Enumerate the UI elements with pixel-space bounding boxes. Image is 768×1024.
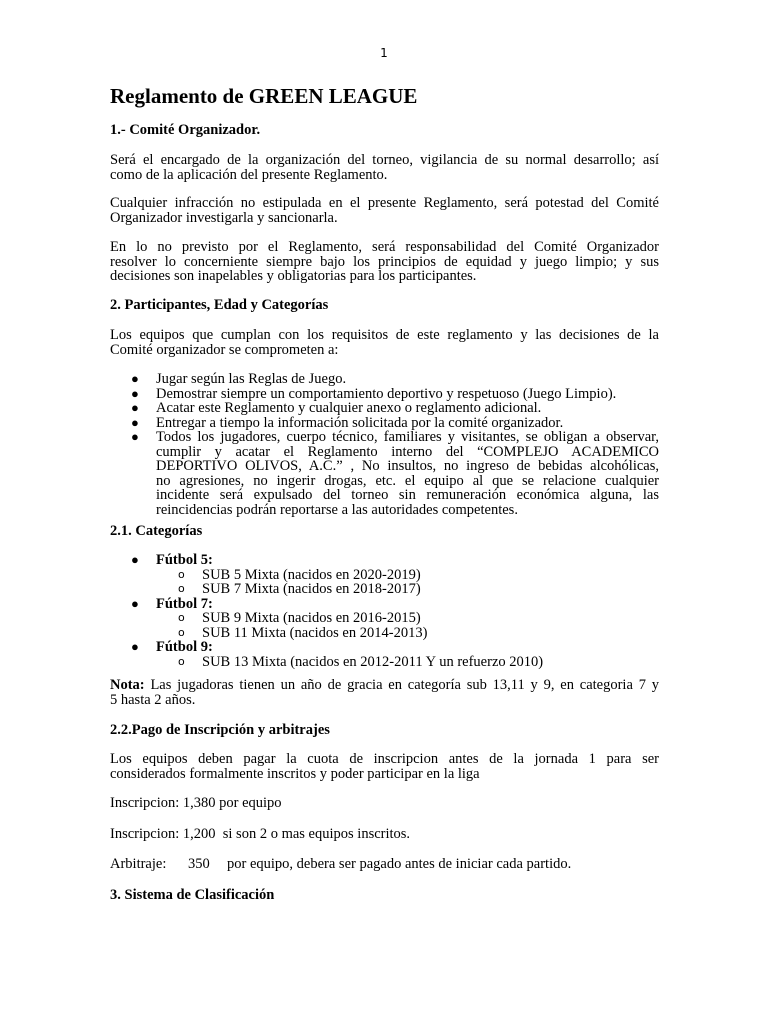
text-line: considerados formalmente inscritos y poder participar en la liga <box>110 765 480 782</box>
category-item <box>156 582 659 597</box>
category-label: Fútbol 5: <box>156 552 213 568</box>
bullet-icon: ● <box>131 429 139 444</box>
text-line: reincidencias podrán reportarse a las autoridades competentes. <box>156 501 518 518</box>
category-item-text: SUB 9 Mixta (nacidos en 2016-2015) <box>202 610 421 626</box>
category-sublist <box>156 655 659 670</box>
text-line: incidente será expulsado del torneo sin remuneración económica alguna, las <box>156 487 659 503</box>
category-label: Fútbol 7: <box>156 595 213 612</box>
document-title: Reglamento de GREEN LEAGUE <box>110 84 418 108</box>
category-label: Fútbol 9: <box>156 639 213 655</box>
category-item <box>156 655 659 670</box>
circle-bullet-icon: o <box>178 654 185 668</box>
note-paragraph <box>110 678 659 707</box>
text-line: cumplir y acatar el Reglamento interno del “COMPLEJO ACADEMICO <box>156 443 659 460</box>
category-sublist <box>156 611 659 640</box>
section-heading-clasificacion: 3. Sistema de Clasificación <box>110 887 275 903</box>
category-item-text: SUB 7 Mixta (nacidos en 2018-2017) <box>202 581 421 597</box>
list-item <box>110 387 659 402</box>
category-group <box>110 640 659 669</box>
referee-label: Arbitraje: <box>110 856 167 872</box>
referee-amount: 350 <box>188 856 210 872</box>
circle-bullet-icon: o <box>178 625 185 639</box>
category-item-text: SUB 11 Mixta (nacidos en 2014-2013) <box>202 624 428 641</box>
paragraph-pago <box>110 752 659 781</box>
text-line: Demostrar siempre un comportamiento deportivo y respetuoso (Juego Limpio). <box>156 385 617 402</box>
category-item-text: SUB 5 Mixta (nacidos en 2020-2019) <box>202 566 421 583</box>
bullet-icon: ● <box>131 595 139 611</box>
paragraph-comite-2 <box>110 196 659 225</box>
paragraph-participantes-intro <box>110 328 659 357</box>
text-line: Los equipos deben pagar la cuota de inscripcion antes de la jornada 1 para ser <box>110 751 659 767</box>
categories-list <box>110 553 659 669</box>
text-line: Entregar a tiempo la información solicitada por la comité organizador. <box>156 414 564 431</box>
list-item <box>110 430 659 517</box>
section-heading-categorias: 2.1. Categorías <box>110 523 203 539</box>
bullet-icon: ● <box>131 552 139 567</box>
bullet-icon: ● <box>131 639 139 654</box>
category-item <box>156 626 659 641</box>
text-line: Será el encargado de la organización del torneo, vigilancia de su normal desarrollo; así <box>110 152 659 168</box>
category-item <box>156 611 659 626</box>
bullet-icon: ● <box>131 385 139 401</box>
category-group <box>110 597 659 641</box>
text-line: no agresiones, no ingerir drogas, etc. el equipo al que se relacione cualquier <box>156 472 659 489</box>
section-heading-comite: 1.- Comité Organizador. <box>110 122 261 138</box>
text-line: Cualquier infracción no estipulada en el presente Reglamento, será potestad del Comité <box>110 195 659 211</box>
fee-line-1: Inscripcion: 1,380 por equipo <box>110 795 282 811</box>
commitments-list <box>110 372 659 517</box>
bullet-icon: ● <box>131 414 139 430</box>
bullet-icon: ● <box>131 371 139 386</box>
category-item <box>156 568 659 583</box>
list-item <box>110 372 659 387</box>
circle-bullet-icon: o <box>178 567 185 581</box>
text-line: resolver lo concerniente siempre bajo los principios de equidad y juego limpio; y sus <box>110 253 659 270</box>
category-sublist <box>156 568 659 597</box>
list-item <box>110 416 659 431</box>
text-line: Comité organizador se comprometen a: <box>110 341 339 358</box>
text-line: 5 hasta 2 años. <box>110 691 196 708</box>
list-item <box>110 401 659 416</box>
category-group <box>110 553 659 597</box>
text-line: como de la aplicación del presente Reglamento. <box>110 166 388 183</box>
referee-text: por equipo, debera ser pagado antes de iniciar cada partido. <box>227 856 572 872</box>
bullet-icon: ● <box>131 400 139 415</box>
fee-line-2: Inscripcion: 1,200 si son 2 o mas equipos inscritos. <box>110 826 411 842</box>
section-heading-participantes: 2. Participantes, Edad y Categorías <box>110 297 329 313</box>
page-number: 1 <box>380 46 388 60</box>
section-heading-pago: 2.2.Pago de Inscripción y arbitrajes <box>110 722 330 738</box>
text-line: DEPORTIVO OLIVOS, A.C.” , No insultos, no ingreso de bebidas alcohólicas, <box>156 458 659 474</box>
referee-fee-line <box>110 857 571 872</box>
note-label: Nota: <box>110 677 145 693</box>
category-item-text: SUB 13 Mixta (nacidos en 2012-2011 Y un refuerzo 2010) <box>202 653 544 670</box>
text-line: En lo no previsto por el Reglamento, será responsabilidad del Comité Organizador <box>110 239 659 255</box>
text-line: Jugar según las Reglas de Juego. <box>156 371 347 387</box>
paragraph-comite-1 <box>110 153 659 182</box>
text-line: decisiones son inapelables y obligatorias para los participantes. <box>110 268 477 284</box>
text-line: Los equipos que cumplan con los requisitos de este reglamento y las decisiones de la <box>110 327 659 343</box>
text-line <box>110 678 659 693</box>
text-line: Acatar este Reglamento y cualquier anexo o reglamento adicional. <box>156 400 542 416</box>
circle-bullet-icon: o <box>178 582 185 595</box>
text-line: Organizador investigarla y sancionarla. <box>110 209 338 226</box>
text-line: Todos los jugadores, cuerpo técnico, familiares y visitantes, se obligan a observar, <box>156 429 659 445</box>
circle-bullet-icon: o <box>178 611 185 624</box>
note-text: Las jugadoras tienen un año de gracia en categoría sub 13,11 y 9, en categoria 7 y <box>144 677 659 693</box>
paragraph-comite-3 <box>110 240 659 284</box>
